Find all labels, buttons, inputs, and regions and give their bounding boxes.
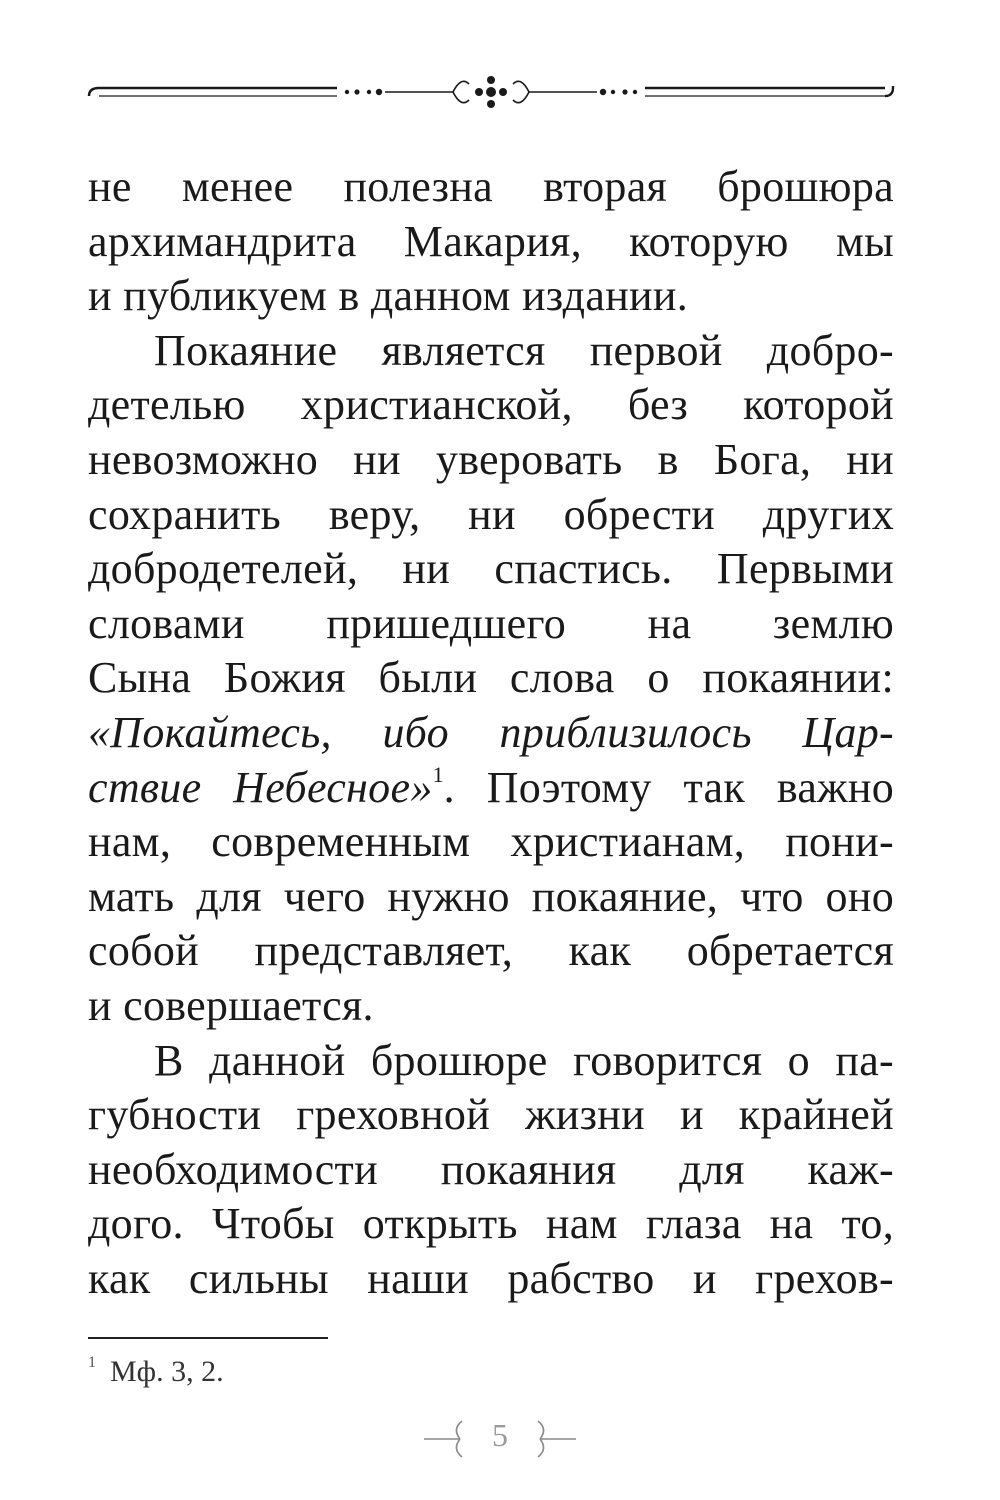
page-number: 5 [492,1417,508,1453]
paragraph-2 [88,324,894,1034]
text-line: необходимости покаяния для каж- [88,1144,894,1194]
text-line-with-footnote [88,761,894,816]
text-line: не менее полезна вторая брошюра [88,162,894,211]
page-number-block [420,1413,580,1463]
text-line: губности греховной жизни и крайней [88,1090,894,1140]
footnote-divider [88,1337,328,1339]
body-text [88,160,894,1306]
footnote [88,1352,224,1397]
scripture-quote-line: «Покайтесь, ибо приблизилось Цар- [88,707,894,757]
text-line: Сына Божия были слова о покаянии: [88,653,894,703]
text-line: архимандрита Макария, которую мы [88,216,894,266]
text-line: собой представляет, как обретается [88,926,894,976]
text-line: словами пришедшего на землю [88,598,894,648]
text-fragment: . Поэтому так важно [443,762,894,812]
text-line: нам, современным христианам, пони- [88,817,894,867]
footnote-text: Мф. 3, 2. [110,1355,224,1388]
text-line: сохранить веру, ни обрести других [88,489,894,539]
text-line: и публикуем в данном издании. [88,271,689,321]
text-line: Покаяние является первой добро- [154,325,894,375]
text-line: невозможно ни уверовать в Бога, ни [88,434,894,484]
scripture-quote-end: ствие Небесное» [88,762,433,812]
footnote-mark: 1 [88,1354,96,1371]
paragraph-1 [88,160,894,324]
text-line: как сильны наши рабство и грехов- [88,1253,894,1303]
text-line: дого. Чтобы открыть нам глаза на то, [88,1199,894,1249]
footnote-reference[interactable]: 1 [432,761,444,787]
text-line: детелью христианской, без которой [88,380,894,430]
text-line: В данной брошюре говорится о па- [154,1035,894,1085]
paragraph-3 [88,1034,894,1307]
text-line: мать для чего нужно покаяние, что оно [88,871,894,921]
header-ornament [85,66,897,116]
text-line: добродетелей, ни спастись. Первыми [88,544,894,594]
text-line: и совершается. [88,980,374,1030]
